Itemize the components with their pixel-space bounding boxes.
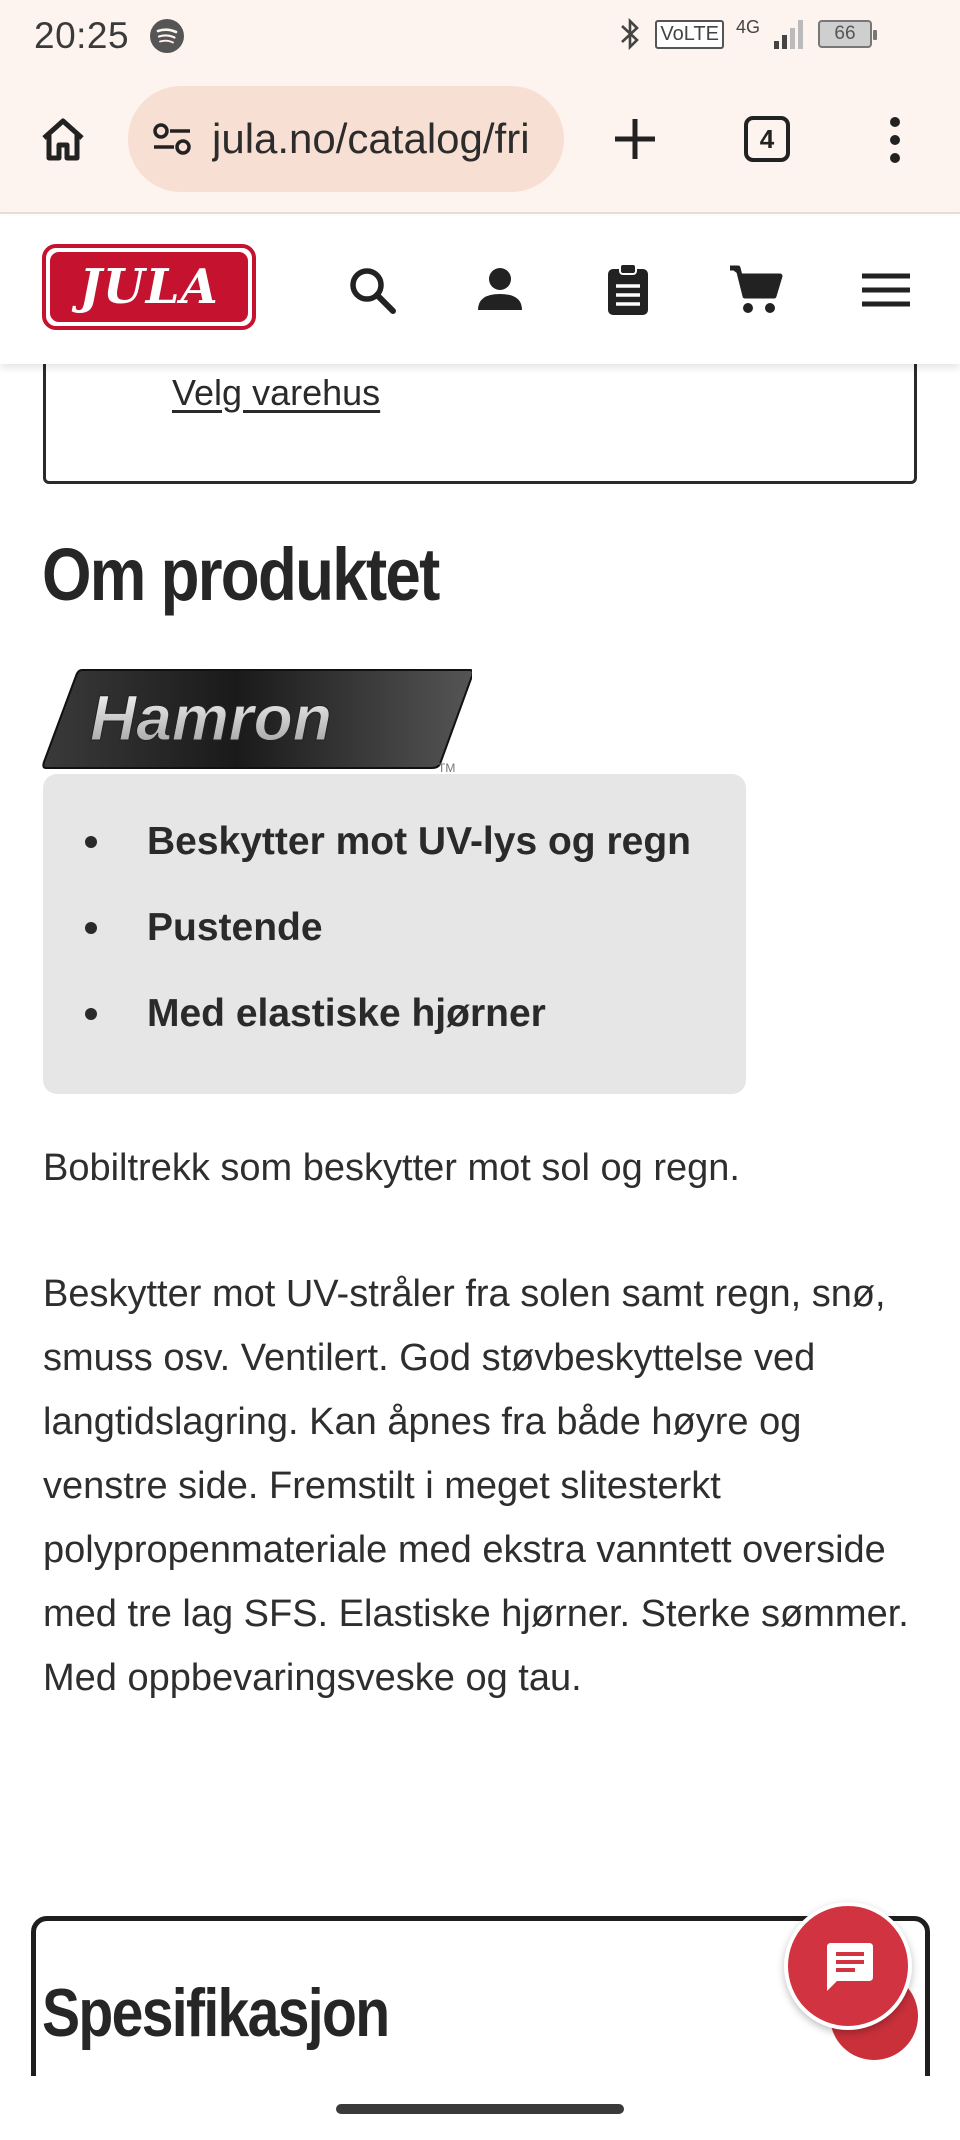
- tab-switcher-button[interactable]: [744, 116, 790, 162]
- home-icon[interactable]: [38, 114, 88, 164]
- bullet-dot: [85, 836, 97, 848]
- product-description: Beskytter mot UV-stråler fra solen samt regn, snø, smuss osv. Ventilert. God støvbeskyttelse ved langtidslagring. Kan åpnes fra både høyre og venstre side. Fremstilt i meget slitesterkt polypropenmateriale med ekstra vanntett overside med tre lag SFS. Elastiske hjørner. Sterke sømmer. Med oppbevaringsveske og tau.: [43, 1273, 909, 1699]
- cart-icon[interactable]: [728, 262, 784, 318]
- bullet-dot: [85, 1008, 97, 1020]
- chat-button[interactable]: [784, 1902, 912, 2030]
- browser-toolbar: [0, 72, 960, 214]
- chat-icon: [819, 1937, 877, 1995]
- network-type: 4G: [735, 16, 760, 37]
- site-header: [0, 216, 960, 364]
- battery-level: 66: [834, 23, 856, 44]
- list-item: [43, 820, 691, 864]
- bullet-text: Med elastiske hjørner: [147, 992, 546, 1035]
- status-bar: [0, 0, 960, 72]
- list-item: [43, 992, 546, 1036]
- bullet-dot: [85, 922, 97, 934]
- shopping-list-icon[interactable]: [600, 262, 656, 318]
- bullet-text: Beskytter mot UV-lys og regn: [147, 820, 691, 863]
- hamron-tm: TM: [438, 761, 456, 772]
- menu-icon[interactable]: [858, 262, 914, 318]
- spotify-icon: [149, 18, 185, 54]
- list-item: [43, 906, 323, 950]
- url-text[interactable]: jula.no/catalog/fri: [212, 115, 530, 162]
- feature-list: [43, 774, 746, 1094]
- volte-badge: VoLTE: [655, 20, 724, 49]
- about-product-title: Om produktet: [42, 533, 439, 616]
- hamron-logo-text: Hamron: [90, 682, 332, 754]
- gesture-handle[interactable]: [336, 2104, 624, 2114]
- specification-title: Spesifikasjon: [42, 1975, 389, 2051]
- product-intro: Bobiltrekk som beskytter mot sol og regn.: [43, 1147, 740, 1189]
- jula-logo[interactable]: [42, 244, 256, 330]
- new-tab-icon[interactable]: [610, 114, 660, 164]
- navigation-bar: [0, 2076, 960, 2140]
- site-settings-icon[interactable]: [150, 117, 194, 161]
- logo-text: JULA: [79, 259, 219, 315]
- status-indicators: [617, 16, 872, 52]
- logo-badge: [50, 252, 248, 322]
- search-icon[interactable]: [344, 262, 400, 318]
- bluetooth-icon: [617, 16, 643, 52]
- battery-icon: [818, 20, 872, 48]
- more-options-icon[interactable]: [878, 114, 912, 166]
- address-bar[interactable]: [128, 86, 564, 192]
- bullet-text: Pustende: [147, 906, 323, 949]
- status-time: 20:25: [34, 15, 130, 56]
- signal-icon: [772, 17, 806, 51]
- select-store-link[interactable]: Velg varehus: [172, 372, 381, 413]
- account-icon[interactable]: [472, 262, 528, 318]
- hamron-logo: [42, 668, 472, 772]
- tab-count: 4: [759, 123, 775, 154]
